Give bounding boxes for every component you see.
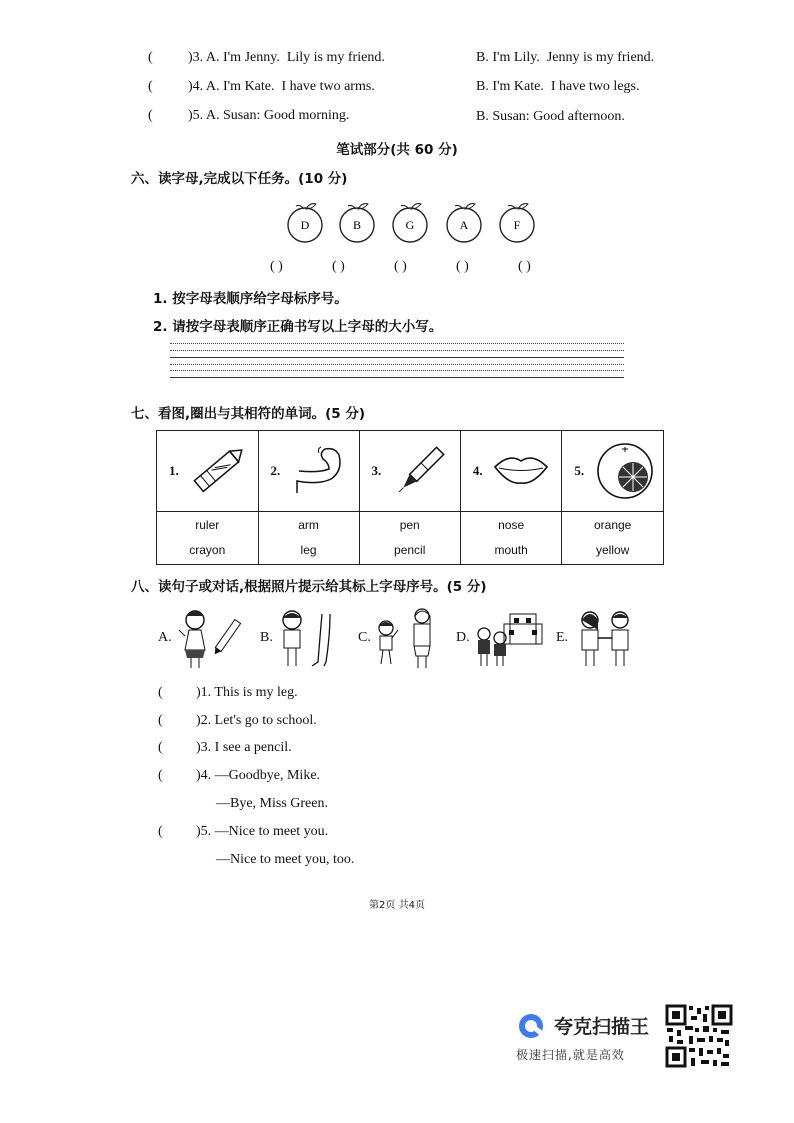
word-choice-cell <box>157 512 259 565</box>
vocab-picture-cell: 2. <box>258 431 359 512</box>
writing-line-dotted <box>170 343 624 344</box>
photo-label-d: D. <box>456 630 470 645</box>
writing-line-solid <box>170 357 624 358</box>
apple-letter-a <box>443 200 487 244</box>
pen-icon <box>386 439 456 501</box>
writing-line-dotted <box>170 350 624 351</box>
word-choice-cell <box>562 512 664 565</box>
photo-label-b: B. <box>260 630 273 645</box>
word-option[interactable]: nose <box>498 518 525 532</box>
photo-label-e: E. <box>556 630 569 645</box>
section-8-title: 八、读句子或对话,根据照片提示给其标上字母序号。(5 分) <box>131 579 487 595</box>
boy-and-leg-icon <box>276 606 346 672</box>
word-choice-cell <box>460 512 561 565</box>
qr-code-icon <box>665 1004 733 1068</box>
page-number: 第2页 共4页 <box>369 900 425 911</box>
boy-and-teacher-icon <box>374 606 442 672</box>
word-option[interactable]: mouth <box>494 543 528 557</box>
girl-with-pencil-icon <box>175 606 245 672</box>
arm-icon <box>289 441 349 501</box>
photo-label-a: A. <box>158 630 172 645</box>
scanner-brand: 夸克扫描王 <box>554 1016 650 1038</box>
task-1: 1. 按字母表顺序给字母标序号。 <box>153 291 348 307</box>
vocab-picture-cell: 4. <box>460 431 561 512</box>
order-bracket[interactable]: ( ) <box>518 259 531 274</box>
word-option[interactable]: pen <box>399 518 420 532</box>
crayon-icon <box>183 439 253 501</box>
word-choice-cell <box>258 512 359 565</box>
word-option[interactable]: ruler <box>195 518 220 532</box>
task-2: 2. 请按字母表顺序正确书写以上字母的大小写。 <box>153 319 443 335</box>
order-bracket[interactable]: ( ) <box>332 259 345 274</box>
scanner-slogan: 极速扫描,就是高效 <box>516 1048 625 1062</box>
apple-letter-d <box>284 200 328 244</box>
word-choice-cell <box>359 512 460 565</box>
order-brackets <box>270 257 580 275</box>
order-bracket[interactable]: ( ) <box>456 259 469 274</box>
apple-letter-text: D <box>300 218 310 232</box>
vocab-picture-cell: 5. <box>562 431 664 512</box>
apple-letter-b <box>336 200 380 244</box>
word-option[interactable]: orange <box>593 518 632 532</box>
order-bracket[interactable]: ( ) <box>270 259 283 274</box>
section-7-title: 七、看图,圈出与其相符的单词。(5 分) <box>131 406 366 422</box>
apple-letter-f <box>496 200 540 244</box>
kids-going-to-school-icon <box>474 604 546 672</box>
written-section-header: 笔试部分(共 60 分) <box>336 142 458 158</box>
order-bracket[interactable]: ( ) <box>394 259 407 274</box>
vocab-picture-cell: 3. <box>359 431 460 512</box>
word-option[interactable]: leg <box>300 543 317 557</box>
apple-letter-text: A <box>459 218 469 232</box>
apple-letter-text: G <box>405 218 415 232</box>
word-option[interactable]: crayon <box>189 543 226 557</box>
section-6-title: 六、读字母,完成以下任务。(10 分) <box>131 171 348 187</box>
word-option[interactable]: pencil <box>394 543 426 557</box>
vocab-picture-cell: 1. <box>157 431 259 512</box>
scanner-logo-icon <box>516 1011 550 1041</box>
vocab-table <box>156 430 664 565</box>
word-option[interactable]: arm <box>298 518 319 532</box>
word-option[interactable]: yellow <box>596 543 630 557</box>
writing-line-solid <box>170 377 624 378</box>
kids-shaking-hands-icon <box>574 606 638 672</box>
writing-line-dotted <box>170 370 624 371</box>
orange-icon <box>592 437 658 503</box>
photo-label-c: C. <box>358 630 371 645</box>
apple-letter-g <box>389 200 433 244</box>
apple-letter-text: F <box>513 218 521 232</box>
writing-line-dotted <box>170 364 624 365</box>
apple-letter-text: B <box>352 218 362 232</box>
mouth-icon <box>491 449 551 489</box>
